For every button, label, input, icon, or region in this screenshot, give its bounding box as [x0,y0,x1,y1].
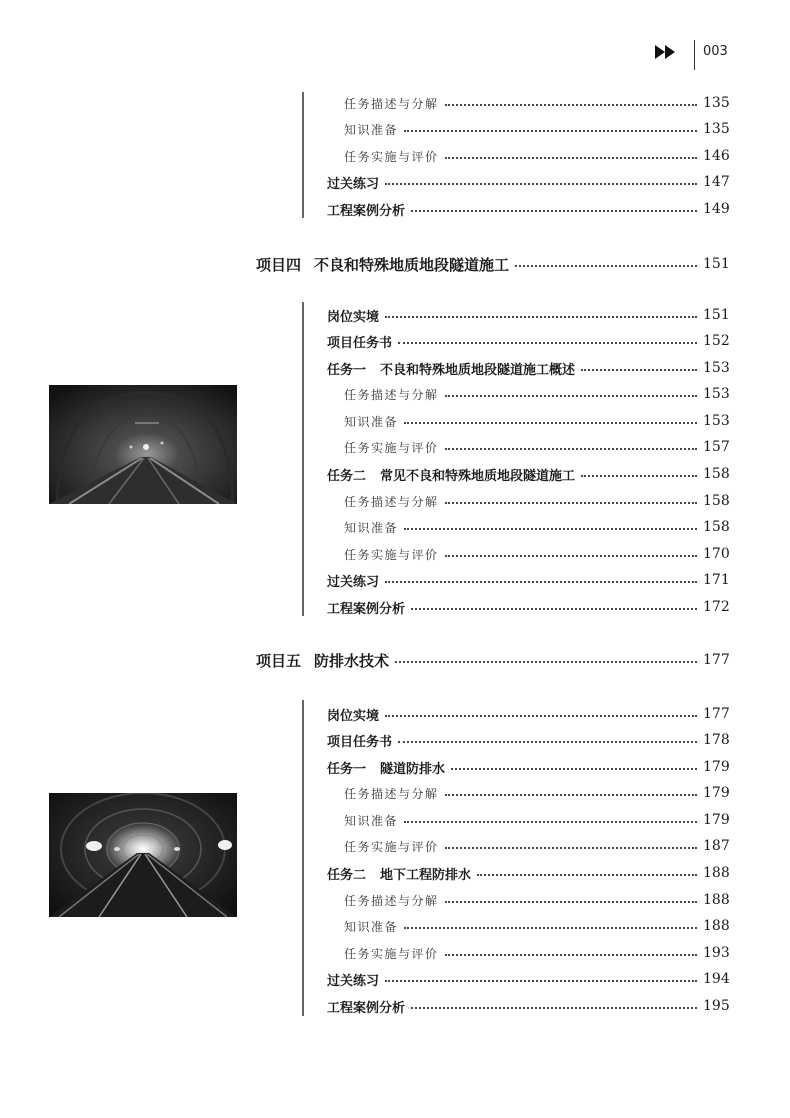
toc-entry-label: 任务实施与评价 [344,149,439,164]
toc-entry[interactable] [344,941,729,965]
toc-entry-page: 158 [703,493,730,509]
toc-entry-label [327,465,575,484]
toc-entry-page: 172 [703,599,730,615]
toc-entry-page: 193 [703,945,730,961]
toc-entry-page: 153 [703,413,730,429]
dot-leader [385,581,697,583]
toc-entry[interactable] [344,515,729,539]
dot-leader [404,528,697,530]
project-title: 不良和特殊地质地段隧道施工 [314,255,510,274]
dot-leader [445,448,697,450]
toc-entry-page: 178 [703,732,730,748]
toc-rule-project4 [302,302,304,616]
header-divider [694,40,695,70]
dot-leader [477,874,697,876]
toc-entry-page: 152 [703,333,730,349]
dot-leader [451,768,697,770]
toc-entry-label: 知识准备 [344,520,399,535]
toc-entry-page: 187 [703,838,730,854]
dot-leader [515,265,697,267]
toc-entry[interactable] [327,303,729,327]
project-heading[interactable] [256,648,729,672]
toc-entry-label [327,758,445,777]
dot-leader [385,980,697,982]
toc-entry-label: 任务实施与评价 [344,946,439,961]
toc-entry-page: 179 [703,812,730,828]
task-number: 任务一 [327,761,367,777]
dot-leader [404,927,697,929]
project-label: 项目四 [256,255,302,274]
toc-entry[interactable] [327,967,729,991]
dot-leader [581,475,697,477]
toc-entry[interactable] [344,435,729,459]
toc-entry[interactable] [327,595,729,619]
dot-leader [411,210,697,212]
tunnel-photo [49,385,237,504]
toc-entry-label: 知识准备 [344,813,399,828]
toc-entry-page: 157 [703,439,730,455]
toc-entry-page: 179 [703,785,730,801]
toc-entry-label: 工程案例分析 [327,601,406,617]
toc-entry[interactable] [344,808,729,832]
tunnel-photo [49,793,237,917]
toc-entry[interactable] [344,382,729,406]
toc-entry-label: 知识准备 [344,122,399,137]
dot-leader [445,901,697,903]
toc-entry-label: 工程案例分析 [327,1000,406,1016]
dot-leader [445,157,697,159]
dot-leader [385,316,697,318]
dot-leader [445,794,697,796]
toc-entry[interactable] [327,861,729,885]
toc-entry[interactable] [344,117,729,141]
toc-entry[interactable] [344,834,729,858]
project-heading[interactable] [256,252,729,276]
toc-entry-label: 项目任务书 [327,335,393,351]
toc-rule-top [302,92,304,218]
toc-entry-label: 任务描述与分解 [344,786,439,801]
toc-entry-label: 任务实施与评价 [344,440,439,455]
toc-entry[interactable] [327,755,729,779]
dot-leader [445,847,697,849]
toc-entry-page: 170 [703,546,730,562]
toc-entry[interactable] [344,542,729,566]
toc-entry-label [327,864,471,883]
forward-arrow-icon [655,45,677,59]
project-page: 151 [703,256,730,272]
dot-leader [385,183,697,185]
toc-entry-label: 工程案例分析 [327,203,406,219]
toc-entry-page: 153 [703,360,730,376]
toc-entry[interactable] [327,356,729,380]
task-title: 地下工程防排水 [380,867,472,883]
toc-entry[interactable] [327,170,729,194]
dot-leader [404,422,697,424]
toc-entry[interactable] [327,329,729,353]
toc-entry-page: 147 [703,174,730,190]
toc-entry-page: 135 [703,121,730,137]
project-title: 防排水技术 [314,651,390,670]
toc-entry-page: 153 [703,386,730,402]
dot-leader [404,821,697,823]
toc-entry-page: 171 [703,572,730,588]
dot-leader [445,502,697,504]
dot-leader [445,954,697,956]
task-title: 隧道防排水 [380,761,446,777]
toc-entry-label [327,359,575,378]
toc-entry-page: 149 [703,201,730,217]
toc-entry-label: 过关练习 [327,574,380,590]
toc-entry[interactable] [344,144,729,168]
toc-entry-page: 177 [703,706,730,722]
toc-entry-page: 146 [703,148,730,164]
toc-entry[interactable] [344,489,729,513]
dot-leader [445,104,697,106]
toc-entry[interactable] [327,568,729,592]
toc-entry-label: 岗位实境 [327,708,380,724]
task-number: 任务二 [327,867,367,883]
toc-entry[interactable] [344,914,729,938]
dot-leader [445,555,697,557]
project-label: 项目五 [256,651,302,670]
toc-entry-label: 任务描述与分解 [344,893,439,908]
toc-entry-label: 项目任务书 [327,734,393,750]
toc-entry-page: 158 [703,519,730,535]
dot-leader [385,715,697,717]
toc-entry[interactable] [327,197,729,221]
toc-entry[interactable] [327,994,729,1018]
dot-leader [445,395,697,397]
task-number: 任务一 [327,362,367,378]
toc-entry-page: 179 [703,759,730,775]
toc-entry-label: 任务描述与分解 [344,96,439,111]
toc-entry[interactable] [327,728,729,752]
dot-leader [398,342,697,344]
toc-entry-page: 135 [703,95,730,111]
dot-leader [581,369,697,371]
dot-leader [398,741,697,743]
task-number: 任务二 [327,468,367,484]
toc-entry-page: 188 [703,892,730,908]
toc-entry[interactable] [327,702,729,726]
dot-leader [411,1007,697,1009]
toc-entry-label: 任务实施与评价 [344,839,439,854]
toc-entry-page: 194 [703,971,730,987]
toc-entry-label: 任务描述与分解 [344,494,439,509]
dot-leader [411,608,697,610]
dot-leader [404,130,697,132]
toc-rule-project5 [302,700,304,1016]
toc-entry[interactable] [327,462,729,486]
task-title: 常见不良和特殊地质地段隧道施工 [380,468,576,484]
toc-entry-page: 188 [703,918,730,934]
toc-entry-page: 151 [703,307,730,323]
task-title: 不良和特殊地质地段隧道施工概述 [380,362,576,378]
toc-entry-label: 知识准备 [344,414,399,429]
toc-entry-page: 158 [703,466,730,482]
toc-entry[interactable] [344,91,729,115]
toc-entry-label: 岗位实境 [327,309,380,325]
page-number: 003 [703,44,728,59]
toc-entry-label: 过关练习 [327,176,380,192]
toc-entry[interactable] [344,781,729,805]
toc-entry-label: 过关练习 [327,973,380,989]
toc-entry-label: 任务描述与分解 [344,387,439,402]
toc-entry-label: 任务实施与评价 [344,547,439,562]
toc-entry-page: 188 [703,865,730,881]
toc-entry-label: 知识准备 [344,919,399,934]
toc-entry-page: 195 [703,998,730,1014]
toc-entry[interactable] [344,409,729,433]
project-page: 177 [703,652,730,668]
dot-leader [395,661,697,663]
toc-entry[interactable] [344,888,729,912]
